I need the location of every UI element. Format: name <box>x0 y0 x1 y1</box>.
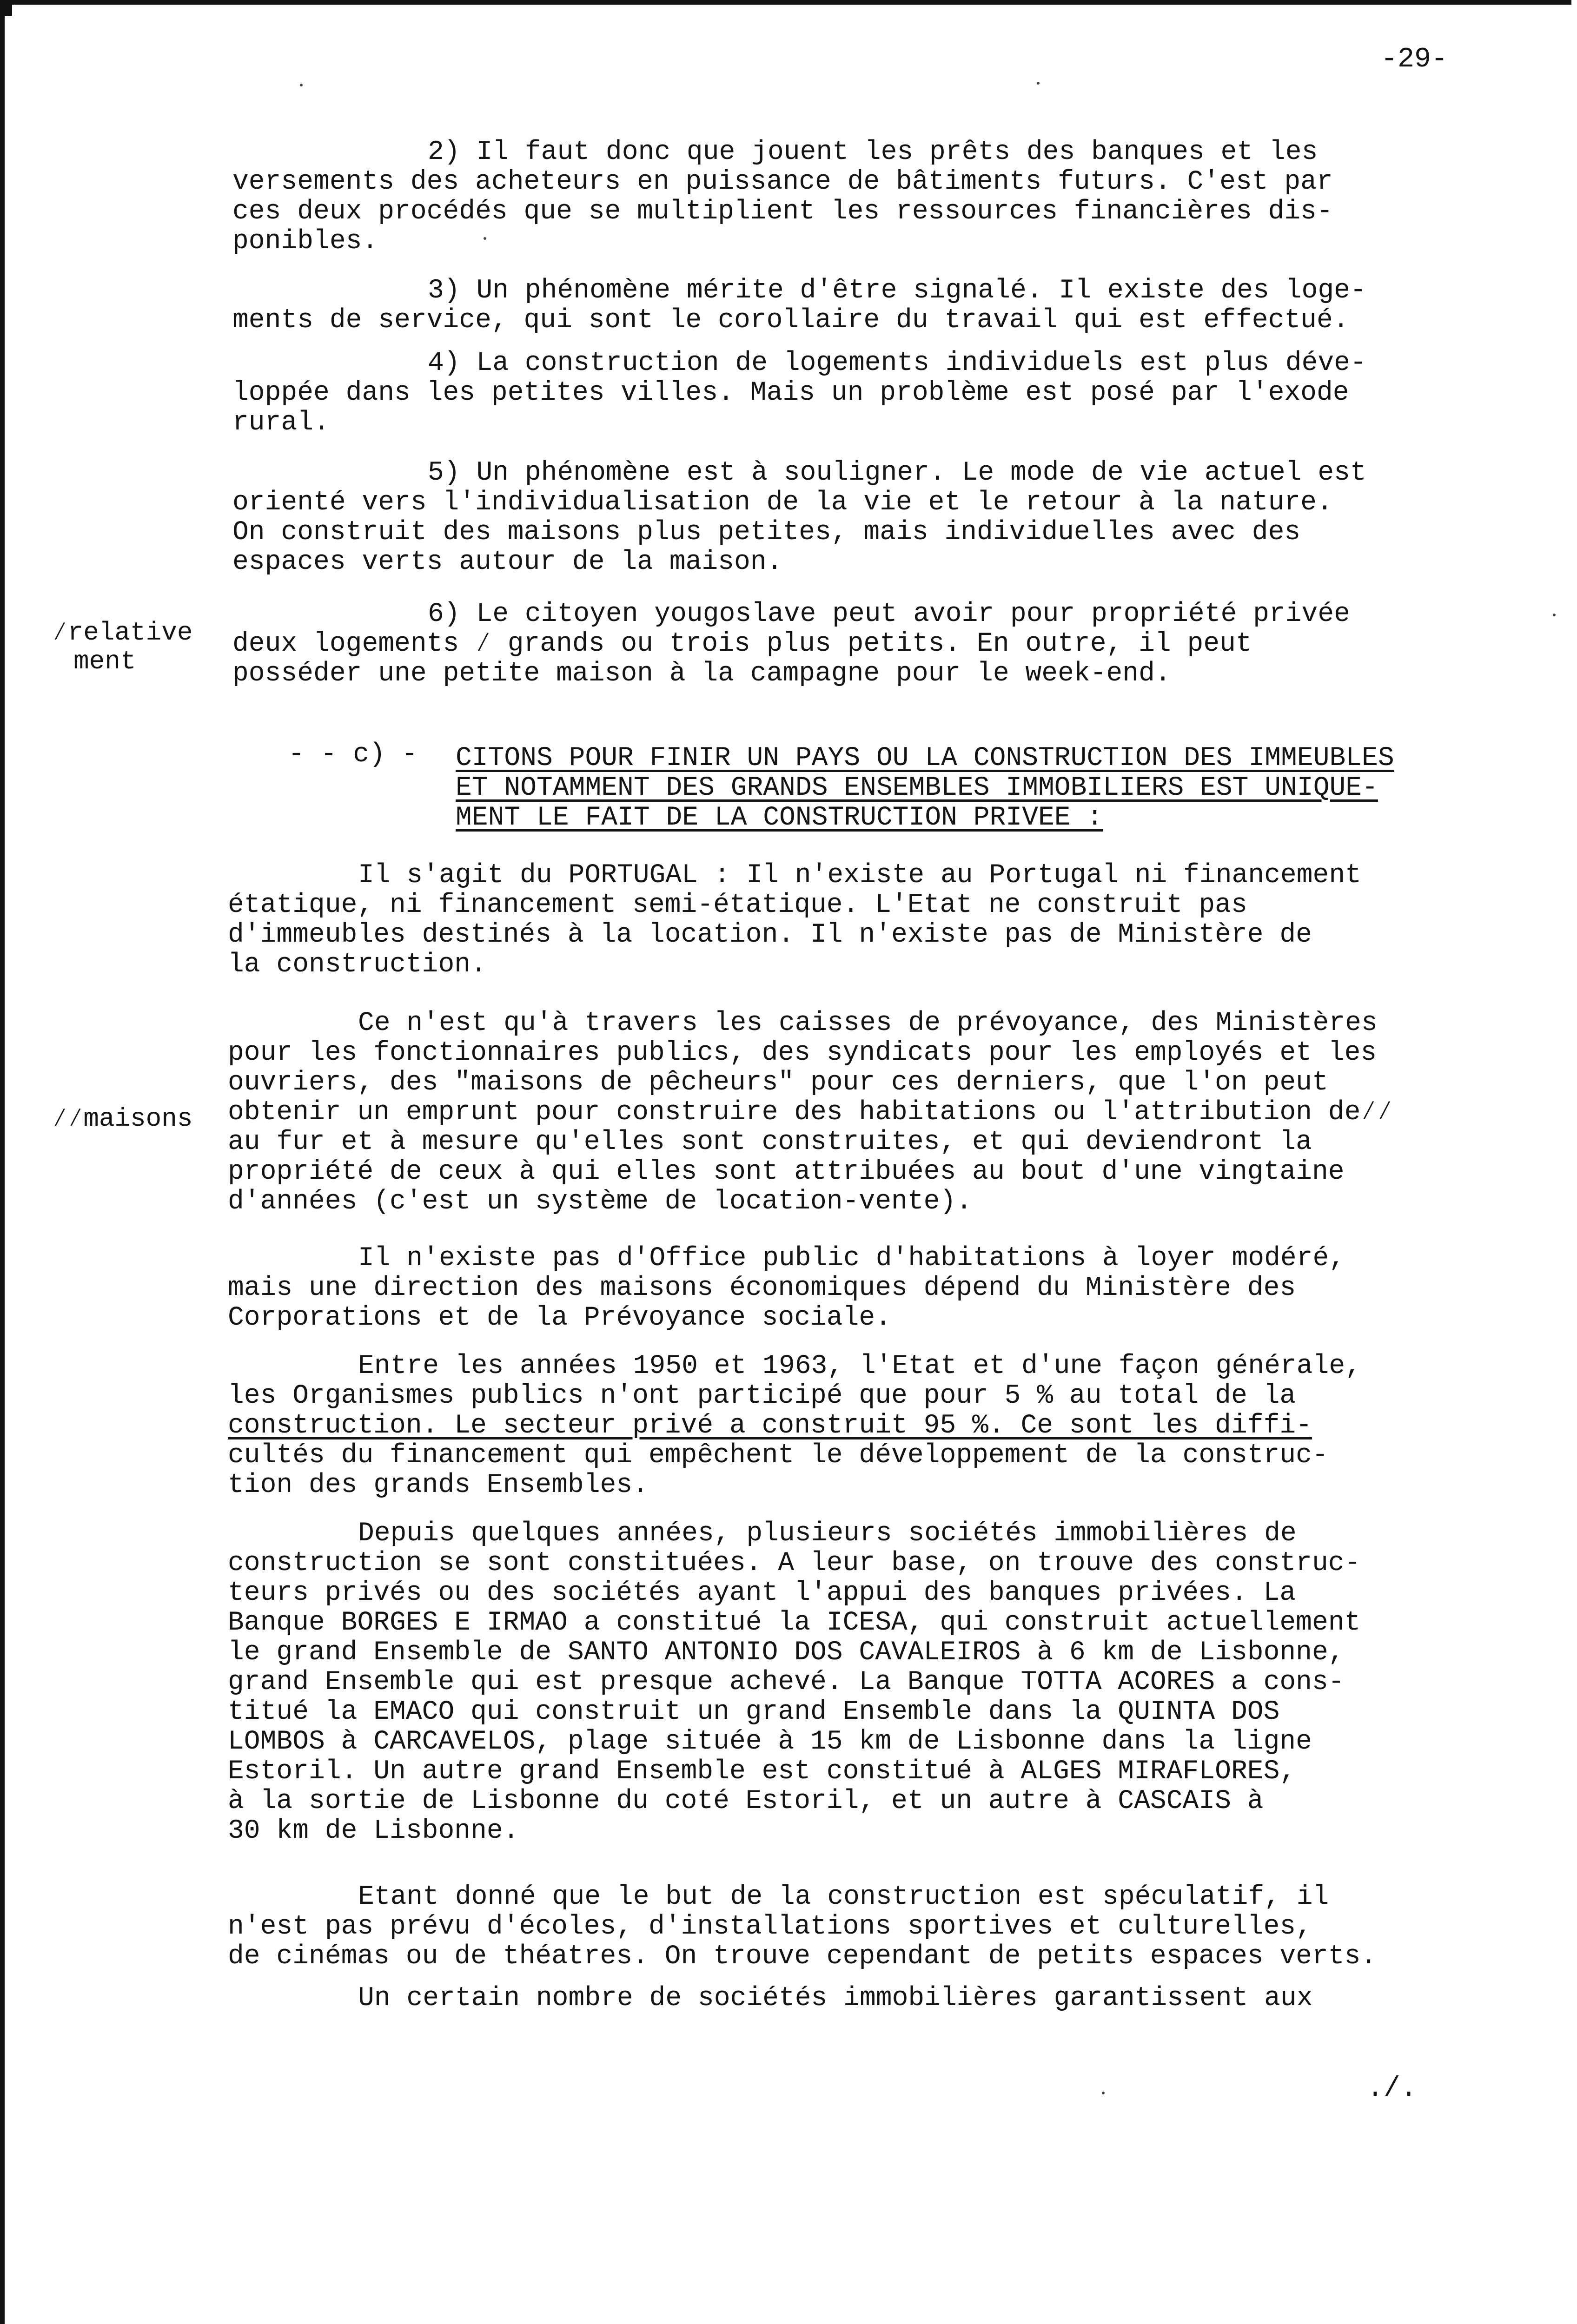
margin-note-1-line-2: ment <box>73 647 136 676</box>
body-2-line-7: d'années (c'est un système de location-vente). <box>228 1187 973 1217</box>
margin-note-1-line-1: relative <box>67 618 193 647</box>
body-3-line-3: Corporations et de la Prévoyance sociale. <box>228 1303 892 1333</box>
paragraph-3-number: 3) <box>428 276 460 306</box>
paragraph-3 <box>232 276 1366 336</box>
body-paragraph-garantissent <box>228 1984 1313 2014</box>
body-2-line-6: propriété de ceux à qui elles sont attribuées au bout d'une vingtaine <box>228 1157 1345 1187</box>
body-7-line-1: Un certain nombre de sociétés immobilières garantissent aux <box>358 1983 1313 2014</box>
scan-edge-top <box>0 0 1571 5</box>
speck <box>484 237 486 240</box>
body-5-line-6: grand Ensemble qui est presque achevé. La Banque TOTTA ACORES a cons- <box>228 1667 1345 1697</box>
speck <box>300 84 303 86</box>
body-1-line-4: la construction. <box>228 950 487 980</box>
body-2-line-5: au fur et à mesure qu'elles sont construites, et qui deviendront la <box>228 1127 1312 1157</box>
speck <box>1553 614 1556 616</box>
body-5-line-10: à la sortie de Lisbonne du coté Estoril, et un autre à CASCAIS à <box>228 1786 1264 1816</box>
paragraph-2-line-1: Il faut donc que jouent les prêts des banques et les <box>476 137 1318 167</box>
paragraph-5 <box>232 458 1366 577</box>
body-3-line-2: mais une direction des maisons économiques dépend du Ministère des <box>228 1273 1296 1303</box>
body-1-line-2: étatique, ni financement semi-étatique. L'Etat ne construit pas <box>228 890 1247 920</box>
paragraph-3-line-2: ments de service, qui sont le corollaire du travail qui est effectué. <box>232 305 1349 336</box>
paragraph-6-line-2: deux logements ⁄ grands ou trois plus petits. En outre, il peut <box>232 629 1252 659</box>
body-paragraph-1950-1963 <box>228 1352 1361 1500</box>
body-5-line-5: le grand Ensemble de SANTO ANTONIO DOS CAVALEIROS à 6 km de Lisbonne, <box>228 1637 1345 1668</box>
body-6-line-2: n'est pas prévu d'écoles, d'installations sportives et culturelles, <box>228 1912 1312 1942</box>
body-5-line-7: titué la EMACO qui construit un grand Ensemble dans la QUINTA DOS <box>228 1697 1280 1727</box>
paragraph-5-line-1: Un phénomène est à souligner. Le mode de vie actuel est <box>476 458 1366 488</box>
margin-note-2-text: maisons <box>83 1104 193 1134</box>
margin-note-1-mark: ⁄ <box>52 618 68 647</box>
paragraph-2-line-2: versements des acheteurs en puissance de bâtiments futurs. C'est par <box>232 167 1333 197</box>
body-1-line-3: d'immeubles destinés à la location. Il n'existe pas de Ministère de <box>228 920 1312 950</box>
body-paragraph-caisses <box>228 1009 1393 1217</box>
paragraph-6-line-1: Le citoyen yougoslave peut avoir pour propriété privée <box>476 599 1350 629</box>
body-4-line-5: tion des grands Ensembles. <box>228 1470 649 1500</box>
speck <box>1037 82 1040 85</box>
body-6-line-1: Etant donné que le but de la construction est spéculatif, il <box>358 1882 1329 1912</box>
body-2-line-3: ouvriers, des "maisons de pêcheurs" pour ces derniers, que l'on peut <box>228 1068 1328 1098</box>
paragraph-4-line-3: rural. <box>232 408 330 438</box>
body-paragraph-societes <box>228 1519 1360 1846</box>
body-6-line-3: de cinémas ou de théatres. On trouve cependant de petits espaces verts. <box>228 1941 1377 1972</box>
body-1-line-1: Il s'agit du PORTUGAL : Il n'existe au Portugal ni financement <box>358 860 1361 891</box>
body-4-line-4: cultés du financement qui empêchent le développement de la construc- <box>228 1440 1328 1471</box>
paragraph-5-line-4: espaces verts autour de la maison. <box>232 547 783 577</box>
body-4-line-2: les Organismes publics n'ont participé que pour 5 % au total de la <box>228 1381 1296 1411</box>
body-5-line-1: Depuis quelques années, plusieurs sociétés immobilières de <box>358 1519 1297 1549</box>
paragraph-4-line-1: La construction de logements individuels est plus déve- <box>476 348 1366 378</box>
section-c-label: - - c) - <box>288 739 418 770</box>
body-5-line-3: teurs privés ou des sociétés ayant l'appui des banques privées. La <box>228 1578 1296 1608</box>
body-2-line-2: pour les fonctionnaires publics, des syndicats pour les employés et les <box>228 1038 1377 1068</box>
body-4-line-3: construction. Le secteur privé a construit 95 %. Ce sont les diffi- <box>228 1411 1312 1441</box>
paragraph-6 <box>232 600 1350 689</box>
body-5-line-2: construction se sont constituées. A leur base, on trouve des construc- <box>228 1548 1361 1578</box>
page-number: -29- <box>1381 44 1448 75</box>
paragraph-3-line-1: Un phénomène mérite d'être signalé. Il existe des loge- <box>476 276 1366 306</box>
speck <box>1102 2092 1105 2094</box>
paragraph-2 <box>232 138 1333 257</box>
body-5-line-8: LOMBOS à CARCAVELOS, plage située à 15 km de Lisbonne dans la ligne <box>228 1727 1312 1757</box>
body-paragraph-portugal <box>228 861 1361 980</box>
paragraph-6-number: 6) <box>428 599 460 629</box>
section-c-heading-line-1: CITONS POUR FINIR UN PAYS OU LA CONSTRUCTION DES IMMEUBLES <box>456 743 1394 773</box>
body-2-line-1: Ce n'est qu'à travers les caisses de prévoyance, des Ministères <box>358 1008 1378 1038</box>
paragraph-2-line-4: ponibles. <box>232 226 378 257</box>
paragraph-6-line-3: posséder une petite maison à la campagne pour le week-end. <box>232 659 1171 689</box>
body-5-line-9: Estoril. Un autre grand Ensemble est constitué à ALGES MIRAFLORES, <box>228 1756 1296 1787</box>
body-5-line-11: 30 km de Lisbonne. <box>228 1816 519 1846</box>
scan-corner-mark <box>0 0 12 16</box>
section-c-heading-line-3: MENT LE FAIT DE LA CONSTRUCTION PRIVEE : <box>456 803 1103 833</box>
section-c-heading-line-2: ET NOTAMMENT DES GRANDS ENSEMBLES IMMOBILIERS EST UNIQUE- <box>456 773 1378 803</box>
paragraph-5-line-3: On construit des maisons plus petites, mais individuelles avec des <box>232 517 1301 548</box>
continuation-mark: ./. <box>1367 2073 1418 2105</box>
paragraph-2-number: 2) <box>428 137 460 167</box>
section-c-heading <box>456 744 1394 833</box>
paragraph-4-number: 4) <box>428 348 460 378</box>
margin-note-2-mark: ⁄⁄ <box>52 1104 84 1134</box>
body-paragraph-office <box>228 1244 1345 1333</box>
body-3-line-1: Il n'existe pas d'Office public d'habitations à loyer modéré, <box>358 1243 1345 1274</box>
paragraph-2-line-3: ces deux procédés que se multiplient les ressources financières dis- <box>232 197 1333 227</box>
paragraph-5-line-2: orienté vers l'individualisation de la vie et le retour à la nature. <box>232 488 1333 518</box>
body-2-line-4: obtenir un emprunt pour construire des habitations ou l'attribution de⁄⁄ <box>228 1097 1393 1128</box>
body-4-line-1: Entre les années 1950 et 1963, l'Etat et d'une façon générale, <box>358 1351 1361 1381</box>
paragraph-4-line-2: loppée dans les petites villes. Mais un problème est posé par l'exode <box>232 378 1349 408</box>
body-5-line-4: Banque BORGES E IRMAO a constitué la ICESA, qui construit actuellement <box>228 1608 1361 1638</box>
paragraph-5-number: 5) <box>428 458 460 488</box>
margin-note-relativement <box>52 618 192 676</box>
scan-edge-left <box>0 0 5 2324</box>
body-paragraph-speculatif <box>228 1882 1377 1972</box>
paragraph-4 <box>232 349 1366 438</box>
margin-note-maisons <box>52 1104 192 1133</box>
